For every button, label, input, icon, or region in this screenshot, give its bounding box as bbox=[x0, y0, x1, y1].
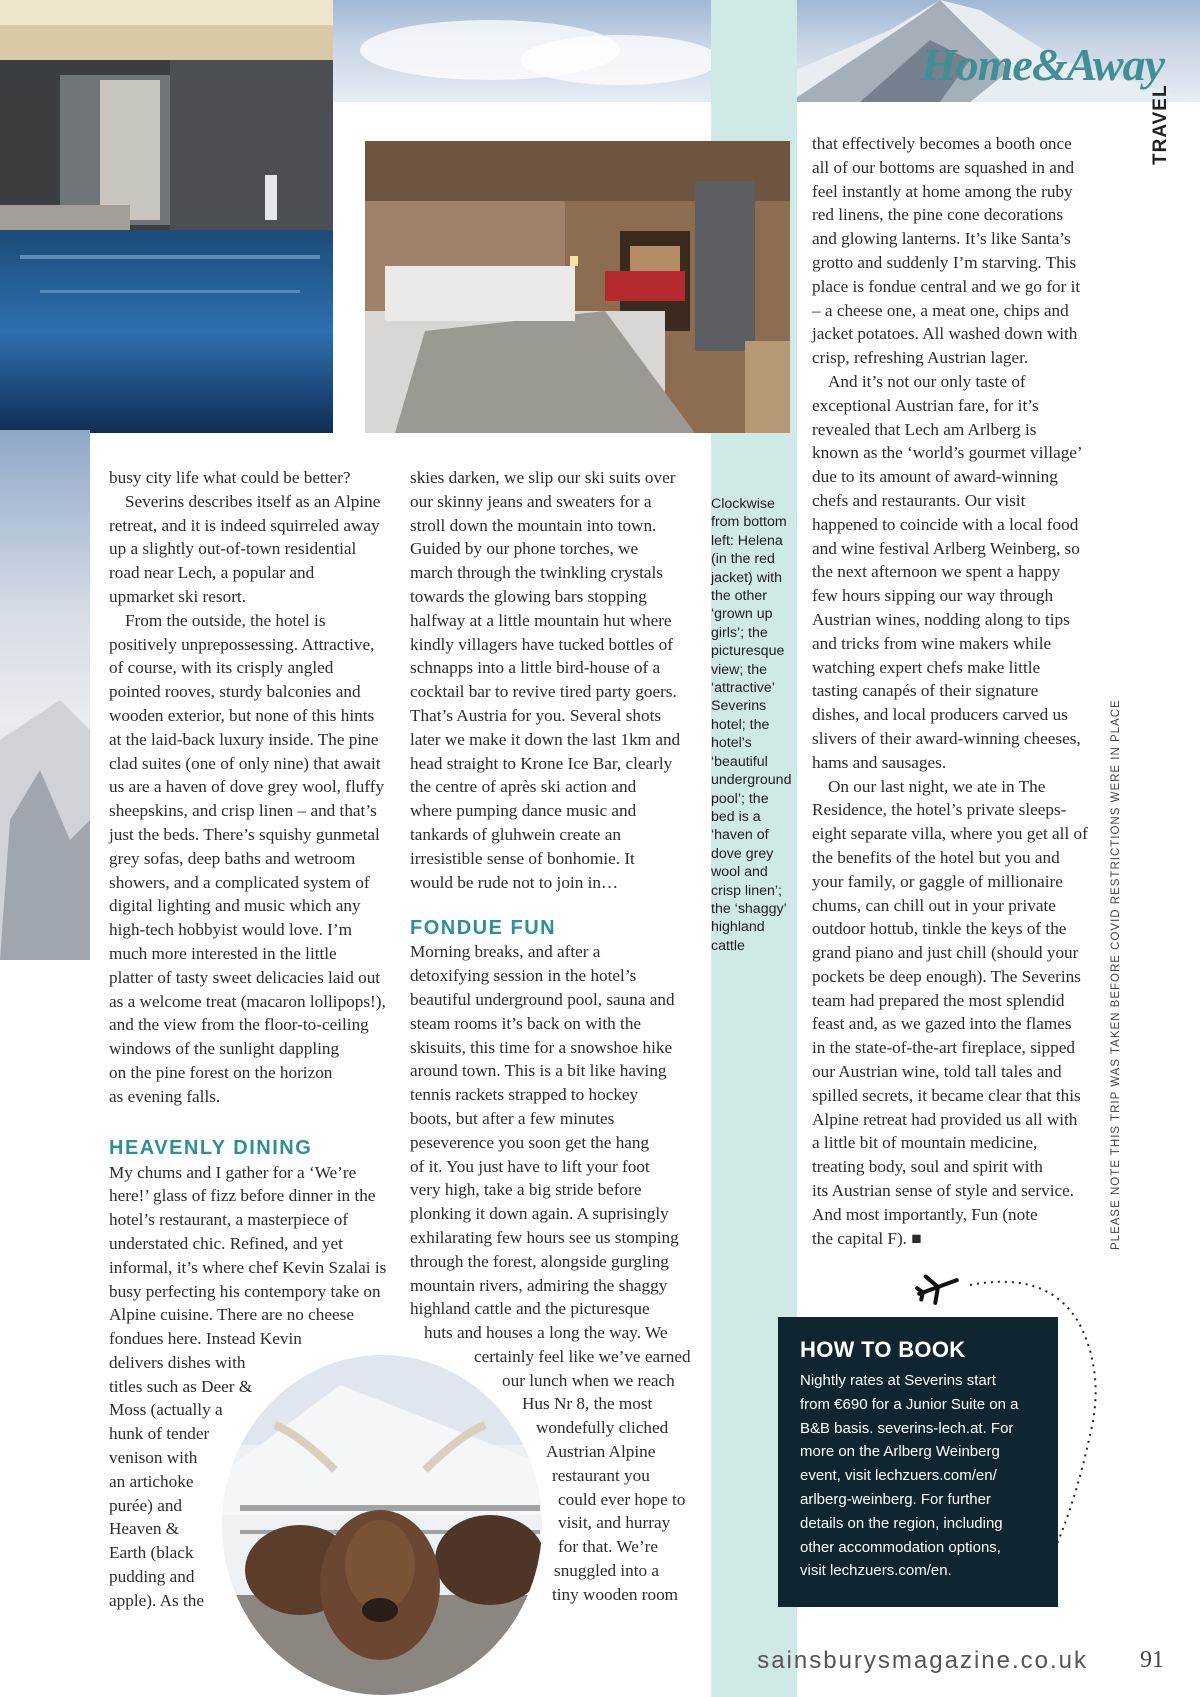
text-line: Nightly rates at Severins start bbox=[800, 1372, 996, 1389]
text-line: sheepskins, and crisp linen – and that’s bbox=[109, 801, 377, 821]
text-line: its Austrian sense of style and service. bbox=[812, 1181, 1075, 1201]
text-line: huts and houses a long the way. We bbox=[424, 1323, 668, 1343]
text-line: pointed rooves, sturdy balconies and bbox=[109, 682, 361, 702]
text-line: our Austrian wine, told tall tales and bbox=[812, 1062, 1062, 1082]
text-line: march through the twinkling crystals bbox=[410, 563, 663, 583]
text-line: informal, it’s where chef Kevin Szalai is bbox=[109, 1257, 387, 1277]
text-line: just the beds. There’s squishy gunmetal bbox=[109, 824, 380, 844]
text-line: more on the Arlberg Weinberg bbox=[800, 1443, 1000, 1461]
text-line: tasting canapés of their signature bbox=[812, 681, 1039, 701]
text-line: steam rooms it’s back on with the bbox=[410, 1013, 642, 1033]
text-line: positively unprepossessing. Attractive, bbox=[109, 634, 375, 654]
text-line: grand piano and just chill (should your bbox=[812, 943, 1079, 963]
text-line: a little bit of mountain medicine, bbox=[812, 1133, 1038, 1153]
text-line: schnapps into a little bird-house of a bbox=[410, 658, 661, 678]
footer-url: sainsburysmagazine.co.uk bbox=[757, 1647, 1088, 1674]
text-line: visit lechzuers.com/en. bbox=[800, 1562, 952, 1580]
text-line: plonking it down again. A suprisingly bbox=[410, 1204, 669, 1224]
text-line: fondues here. Instead Kevin bbox=[109, 1329, 302, 1349]
text-line: stroll down the mountain into town. bbox=[410, 515, 657, 535]
text-line: restaurant you bbox=[552, 1465, 650, 1485]
section-label: TRAVEL bbox=[1150, 84, 1171, 165]
text-line: for that. We’re bbox=[558, 1537, 658, 1557]
bedroom-photo bbox=[365, 141, 790, 433]
text-line: slivers of their award-winning cheeses, bbox=[812, 728, 1081, 748]
text-line: wooden exterior, but none of this hints bbox=[109, 705, 375, 725]
text-line: titles such as Deer & bbox=[109, 1376, 253, 1396]
text-line: feast and, as we gazed into the flames bbox=[812, 1014, 1072, 1034]
text-line: around town. This is a bit like having bbox=[410, 1061, 667, 1081]
text-line: grey sofas, deep baths and wetroom bbox=[109, 848, 356, 868]
text-line: kindly villagers have tucked bottles of bbox=[410, 634, 673, 654]
text-line: us are a haven of dove grey wool, fluffy bbox=[109, 777, 385, 797]
text-line: watching expert chefs make little bbox=[812, 657, 1041, 677]
text-line: tankards of gluhwein create an bbox=[410, 824, 621, 844]
text-line: your family, or gaggle of millionaire bbox=[812, 871, 1063, 891]
text-line: head straight to Krone Ice Bar, clearly bbox=[410, 753, 673, 773]
covid-note: PLEASE NOTE THIS TRIP WAS TAKEN BEFORE COVID RESTRICTIONS WERE IN PLACE bbox=[1110, 699, 1122, 1250]
text-line: jacket potatoes. All washed down with bbox=[812, 324, 1078, 344]
text-line: an artichoke bbox=[109, 1471, 194, 1491]
text-line: our skinny jeans and sweaters for a bbox=[410, 491, 652, 511]
text-line: treating body, soul and spirit with bbox=[812, 1157, 1043, 1177]
text-line: feel instantly at home among the ruby bbox=[812, 181, 1073, 201]
text-line: due to its amount of award-winning bbox=[812, 467, 1058, 487]
text-line: Austrian wines, nodding along to tips bbox=[812, 609, 1070, 629]
text-line: irresistible sense of bonhomie. It bbox=[410, 848, 635, 868]
text-line: could ever hope to bbox=[558, 1489, 686, 1509]
how-to-book-box bbox=[778, 1317, 1058, 1607]
text-line: revealed that Lech am Arlberg is bbox=[812, 419, 1037, 439]
text-line: would be rude not to join in… bbox=[410, 872, 619, 892]
text-line: skies darken, we slip our ski suits over bbox=[410, 468, 676, 487]
text-line: Guided by our phone torches, we bbox=[410, 539, 639, 559]
text-line: platter of tasty sweet delicacies laid out bbox=[109, 967, 381, 987]
text-line: certainly feel like we’ve earned bbox=[474, 1346, 691, 1366]
text-line: and the view from the floor-to-ceiling bbox=[109, 1015, 369, 1035]
text-line: and glowing lanterns. It’s like Santa’s bbox=[812, 229, 1071, 249]
text-line: exceptional Austrian fare, for it’s bbox=[812, 395, 1039, 415]
text-line: clad suites (one of only nine) that await bbox=[109, 753, 381, 773]
photo-caption: Clockwise from bottom left: Helena (in the red jacket) with the other ‘grown up girls’; the picturesque view; the ‘attractive’ Severins hotel; the hotel’s ‘beautiful underground pool’; the bed is a ‘haven of dove grey wool and crisp linen’; the ‘shaggy’ highland cattle bbox=[711, 496, 792, 954]
text-line: later we make it down the last 1km and bbox=[410, 729, 681, 749]
text-line: That’s Austria for you. Several shots bbox=[410, 705, 662, 725]
text-line: from €690 for a Junior Suite on a bbox=[800, 1395, 1019, 1413]
text-line: at the laid-back luxury inside. The pine bbox=[109, 729, 379, 749]
text-line: mountain rivers, admiring the shaggy bbox=[410, 1275, 668, 1295]
text-line: retreat, and it is indeed squirreled away bbox=[109, 515, 380, 535]
text-line: tennis rackets strapped to hockey bbox=[410, 1085, 639, 1105]
text-line: road near Lech, a popular and bbox=[109, 563, 315, 583]
text-line: on the pine forest on the horizon bbox=[109, 1062, 333, 1082]
text-line: Alpine cuisine. There are no cheese bbox=[109, 1305, 354, 1325]
text-line: halfway at a little mountain hut where bbox=[410, 610, 672, 630]
text-line: as evening falls. bbox=[109, 1086, 221, 1106]
text-line: beautiful underground pool, sauna and bbox=[410, 989, 675, 1009]
text-line: – a cheese one, a meat one, chips and bbox=[812, 300, 1069, 320]
text-line: very high, take a big stride before bbox=[410, 1180, 642, 1200]
text-line: details on the region, including bbox=[800, 1514, 1003, 1532]
text-line: chefs and restaurants. Our visit bbox=[812, 490, 1026, 510]
text-line: venison with bbox=[109, 1448, 198, 1468]
text-line: busy city life what could be better? bbox=[109, 468, 351, 487]
text-line: delivers dishes with bbox=[109, 1352, 246, 1372]
text-line: Austrian Alpine bbox=[546, 1442, 656, 1462]
section-heading: HEAVENLY DINING bbox=[109, 1136, 313, 1159]
text-line: Alpine retreat had provided us all with bbox=[812, 1109, 1078, 1129]
text-line: From the outside, the hotel is bbox=[125, 610, 326, 630]
text-line: exhilarating few hours see us stomping bbox=[410, 1227, 679, 1247]
how-to-book-title: HOW TO BOOK bbox=[800, 1337, 966, 1362]
text-line: through the forest, alongside gurgling bbox=[410, 1251, 669, 1271]
text-line: other accommodation options, bbox=[800, 1538, 1001, 1556]
text-line: eight separate villa, where you get all of bbox=[812, 824, 1088, 844]
page-number: 91 bbox=[1140, 1647, 1164, 1673]
text-line: Morning breaks, and after a bbox=[410, 942, 601, 962]
text-line: the benefits of the hotel but you and bbox=[812, 847, 1060, 867]
text-line: hotel’s restaurant, a masterpiece of bbox=[109, 1210, 349, 1230]
text-line: hams and sausages. bbox=[812, 752, 947, 772]
text-line: grotto and suddenly I’m starving. This bbox=[812, 252, 1077, 272]
snowy-mountain-image bbox=[0, 700, 90, 960]
text-line: wondefully cliched bbox=[536, 1418, 669, 1438]
text-line: hunk of tender bbox=[109, 1424, 210, 1444]
text-line: Residence, the hotel’s private sleeps- bbox=[812, 800, 1067, 820]
text-line: team had prepared the most splendid bbox=[812, 990, 1065, 1010]
text-line: all of our bottoms are squashed in and bbox=[812, 157, 1075, 177]
text-line: B&B basis. severins-lech.at. For bbox=[800, 1419, 1014, 1437]
magazine-section-title: Home&Away bbox=[920, 39, 1164, 90]
article-column-2 bbox=[410, 466, 700, 1607]
section-heading: FONDUE FUN bbox=[410, 917, 557, 940]
text-line: digital lighting and music which any bbox=[109, 896, 361, 916]
text-line: skisuits, this time for a snowshoe hike bbox=[410, 1037, 673, 1057]
text-line: and wine festival Arlberg Weinberg, so bbox=[812, 538, 1080, 558]
text-line: And most importantly, Fun (note bbox=[812, 1204, 1038, 1224]
text-line: much more interested in the little bbox=[109, 943, 337, 963]
text-line: here!’ glass of fizz before dinner in the bbox=[109, 1186, 376, 1206]
text-line: Moss (actually a bbox=[109, 1400, 223, 1420]
text-line: chums, can chill out in your private bbox=[812, 895, 1056, 915]
text-line: On our last night, we ate in The bbox=[828, 776, 1046, 796]
text-line: boots, but after a few minutes bbox=[410, 1108, 615, 1128]
text-line: up a slightly out-of-town residential bbox=[109, 539, 357, 559]
text-line: understated chic. Refined, and yet bbox=[109, 1233, 343, 1253]
text-line: arlberg-weinberg. For further bbox=[800, 1490, 991, 1508]
text-line: dishes, and local producers carved us bbox=[812, 705, 1068, 725]
text-line: few hours sipping our way through bbox=[812, 586, 1054, 606]
text-line: the next afternoon we spent a happy bbox=[812, 562, 1061, 582]
text-line: upmarket ski resort. bbox=[109, 586, 246, 606]
text-line: detoxifying session in the hotel’s bbox=[410, 966, 637, 986]
text-line: apple). As the bbox=[109, 1590, 204, 1610]
text-line: the centre of après ski action and bbox=[410, 777, 637, 797]
text-line: pockets be deep enough). The Severins bbox=[812, 966, 1081, 986]
text-line: pudding and bbox=[109, 1567, 195, 1587]
text-line: of course, with its crisply angled bbox=[109, 658, 334, 678]
how-to-book-text bbox=[800, 1369, 1040, 1583]
text-line: spilled secrets, it became clear that this bbox=[812, 1085, 1081, 1105]
text-line: red linens, the pine cone decorations bbox=[812, 205, 1064, 225]
text-line: and tricks from wine makers while bbox=[812, 633, 1052, 653]
text-line: of it. You just have to lift your foot bbox=[410, 1156, 650, 1176]
text-line: event, visit lechzuers.com/en/ bbox=[800, 1467, 997, 1485]
pool-photo bbox=[0, 0, 333, 433]
article-column-1 bbox=[109, 466, 394, 1613]
text-line: that effectively becomes a booth once bbox=[812, 134, 1072, 153]
text-line: high-tech hobbyist would love. I’m bbox=[109, 920, 352, 940]
text-line: And it’s not our only taste of bbox=[828, 371, 1026, 391]
text-line: snuggled into a bbox=[554, 1561, 660, 1581]
text-line: visit, and hurray bbox=[558, 1513, 671, 1533]
text-line: known as the ‘world’s gourmet village’ bbox=[812, 443, 1083, 463]
text-line: Severins describes itself as an Alpine bbox=[125, 491, 381, 511]
text-line: towards the glowing bars stopping bbox=[410, 586, 647, 606]
text-line: cocktail bar to revive tired party goers. bbox=[410, 682, 677, 702]
text-line: windows of the sunlight dappling bbox=[109, 1039, 340, 1059]
text-line: tiny wooden room bbox=[552, 1584, 679, 1604]
text-line: Heaven & bbox=[109, 1519, 180, 1539]
text-line: happened to coincide with a local food bbox=[812, 514, 1079, 534]
text-line: My chums and I gather for a ‘We’re bbox=[109, 1162, 357, 1182]
text-line: purée) and bbox=[109, 1495, 183, 1515]
text-line: where pumping dance music and bbox=[410, 801, 637, 821]
text-line: crisp, refreshing Austrian lager. bbox=[812, 348, 1029, 368]
text-line: busy perfecting his contempory take on bbox=[109, 1281, 381, 1301]
text-line: in the state-of-the-art fireplace, sipped bbox=[812, 1038, 1075, 1058]
text-line: our lunch when we reach bbox=[502, 1370, 675, 1390]
text-line: peseverence you soon get the hang bbox=[410, 1132, 650, 1152]
text-line: outdoor hottub, tinkle the keys of the bbox=[812, 919, 1067, 939]
article-column-3 bbox=[812, 132, 1102, 1250]
text-line: Earth (black bbox=[109, 1543, 194, 1563]
text-line: highland cattle and the picturesque bbox=[410, 1299, 650, 1319]
text-line: place is fondue central and we go for it bbox=[812, 276, 1081, 296]
text-line: the capital F). ■ bbox=[812, 1228, 922, 1248]
text-line: showers, and a complicated system of bbox=[109, 872, 370, 892]
text-line: Hus Nr 8, the most bbox=[522, 1394, 653, 1414]
text-line: as a welcome treat (macaron lollipops!), bbox=[109, 991, 386, 1011]
